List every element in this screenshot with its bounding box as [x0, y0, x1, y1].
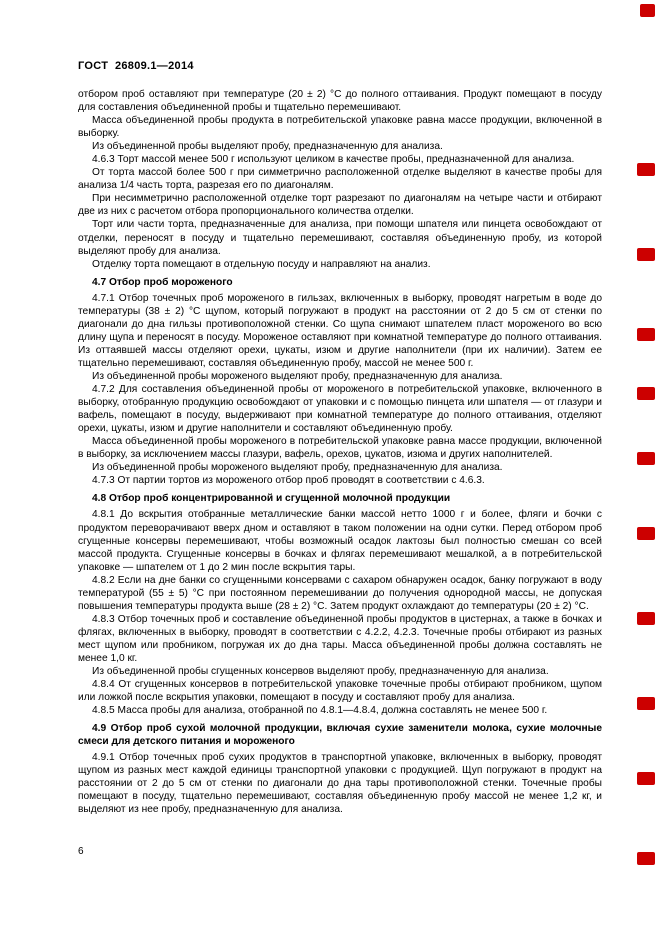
copy-protection-mark [637, 248, 655, 261]
paragraph: При несимметрично расположенной отделке торт разрезают по диагоналям на четыре части и отбирают две из них с расчетом отбора пропорционального количества отделки. [78, 193, 602, 218]
paragraph: Масса объединенной пробы мороженого в потребительской упаковке равна массе продукции, включенной в выборку, за исключением массы глазури, вафель, орехов, цукатов, изюма и других наполнителей. [78, 436, 602, 461]
paragraph: 4.6.3 Торт массой менее 500 г используют целиком в качестве пробы, предназначенной для анализа. [92, 154, 575, 166]
section-heading: 4.7 Отбор проб мороженого [92, 276, 233, 288]
copy-protection-mark [637, 697, 655, 710]
paragraph: 4.7.2 Для составления объединенной пробы от мороженого в потребительской упаковке, включенного в выборку, отобранную продукцию освобождают от упаковки и с помощью пинцета или шпателя — от глазури и вафель, помещают в посуду, выдерживают при комнатной температуре до полного оттаивания, отделяют орехи, цукаты, изюм и другие наполнители и составляют объединенную пробу. [78, 384, 602, 435]
page-number: 6 [78, 846, 84, 857]
copy-protection-mark [637, 387, 655, 400]
paragraph: Масса объединенной пробы продукта в потребительской упаковке равна массе продукции, включенной в выборку. [78, 115, 602, 140]
paragraph: 4.8.1 До вскрытия отобранные металлические банки массой нетто 1000 г и более, фляги и бочки с продуктом переворачивают вверх дном и оставляют в таком положении на одни сутки. Перед отбором проб сгущенные консервы перемешивают, чтобы возможный осадок лактозы был полностью смешан со всей массой продукта. Сгущенные консервы в бочках и флягах перемешивают мешалкой, а в потребительской упаковке — шпателем от 1 до 2 мин после вскрытия тары. [78, 509, 602, 573]
paragraph: 4.8.3 Отбор точечных проб и составление объединенной пробы продуктов в цистернах, а также в бочках и флягах, включенных в выборку, проводят в соответствии с 4.2.2, 4.2.3. Точечные пробы отбирают из разных мест щупом или пробником, погружая их до дна тары. Масса объединенной пробы должна составлять не менее 1,0 кг. [78, 613, 602, 664]
paragraph: Торт или части торта, предназначенные для анализа, при помощи шпателя или пинцета освобождают от отделки, переносят в посуду и тщательно перемешивают, составляя объединенную пробу, из которой выделяют пробу для анализа. [78, 219, 602, 257]
paragraph: 4.7.1 Отбор точечных проб мороженого в гильзах, включенных в выборку, проводят нагретым в воде до температуры (38 ± 2) °С щупом, который погружают в продукт на расстоянии от 2 до 5 см от стенки по диагонали до дна гильзы противоположной стенки. Со щупа снимают шпателем пласт мороженого во всю длину щупа и переносят в посуду. Мороженое оставляют при комнатной температуре до полного оттаивания. Из оттаявшей массы отделяют орехи, цукаты, изюм и другие наполнители (при их наличии). Затем ее тщательно перемешивают, составляя объединенную пробу, массой не менее 500 г. [78, 292, 602, 369]
paragraph: 4.8.5 Масса пробы для анализа, отобранной по 4.8.1—4.8.4, должна составлять не менее 500 г. [92, 705, 548, 717]
paragraph: Отделку торта помещают в отдельную посуду и направляют на анализ. [92, 258, 431, 270]
paragraph: От торта массой более 500 г при симметрично расположенной отделке выделяют в качестве пробы для анализа 1/4 часть торта, разрезая его по диагоналям. [78, 167, 602, 192]
document-body [78, 88, 602, 817]
copy-protection-mark [637, 328, 655, 341]
copy-protection-mark [637, 527, 655, 540]
copy-protection-mark [637, 452, 655, 465]
paragraph: отбором проб оставляют при температуре (20 ± 2) °С до полного оттаивания. Продукт помещают в посуду для составления объединенной пробы и тщательно перемешивают. [78, 89, 602, 114]
copy-protection-mark [640, 4, 655, 17]
paragraph: Из объединенной пробы мороженого выделяют пробу, предназначенную для анализа. [92, 462, 503, 474]
paragraph: Из объединенной пробы мороженого выделяют пробу, предназначенную для анализа. [92, 370, 503, 382]
section-heading: 4.9 Отбор проб сухой молочной продукции, включая сухие заменители молока, сухие молочные смеси для детского питания и мороженого [78, 723, 602, 748]
section-heading: 4.8 Отбор проб концентрированной и сгущенной молочной продукции [92, 493, 451, 505]
paragraph: Из объединенной пробы выделяют пробу, предназначенную для анализа. [92, 141, 443, 153]
paragraph: Из объединенной пробы сгущенных консервов выделяют пробу, предназначенную для анализа. [92, 666, 549, 678]
paragraph: 4.7.3 От партии тортов из мороженого отбор проб проводят в соответствии с 4.6.3. [92, 475, 485, 487]
copy-protection-mark [637, 163, 655, 176]
paragraph: 4.8.4 От сгущенных консервов в потребительской упаковке точечные пробы отбирают пробником, щупом или ложкой после вскрытия упаковки, помещают в посуду и составляют пробу для анализа. [78, 679, 602, 704]
copy-protection-mark [637, 772, 655, 785]
paragraph: 4.9.1 Отбор точечных проб сухих продуктов в транспортной упаковке, включенных в выборку, проводят щупом из разных мест каждой единицы транспортной упаковки с продукцией. Щуп погружают в продукт на расстоянии от 2 до 5 см от стенки по диагонали до дна тары противоположной стенки. Точечные пробы помещают в посуду, тщательно перемешивают, составляя объединенную пробу массой не менее 1,2 кг, и выделяют из нее пробу, предназначенную для анализа. [78, 752, 602, 816]
copy-protection-mark [637, 612, 655, 625]
document-header: ГОСТ 26809.1—2014 [78, 60, 194, 72]
copy-protection-mark [637, 852, 655, 865]
paragraph: 4.8.2 Если на дне банки со сгущенными консервами с сахаром обнаружен осадок, банку погружают в воду температурой (55 ± 5) °С при постоянном перемешивании до получения однородной массы, не допуская повышения температуры продукта выше (28 ± 2) °С. Затем продукт охлаждают до температуры (20 ± 2) °С. [78, 574, 602, 612]
